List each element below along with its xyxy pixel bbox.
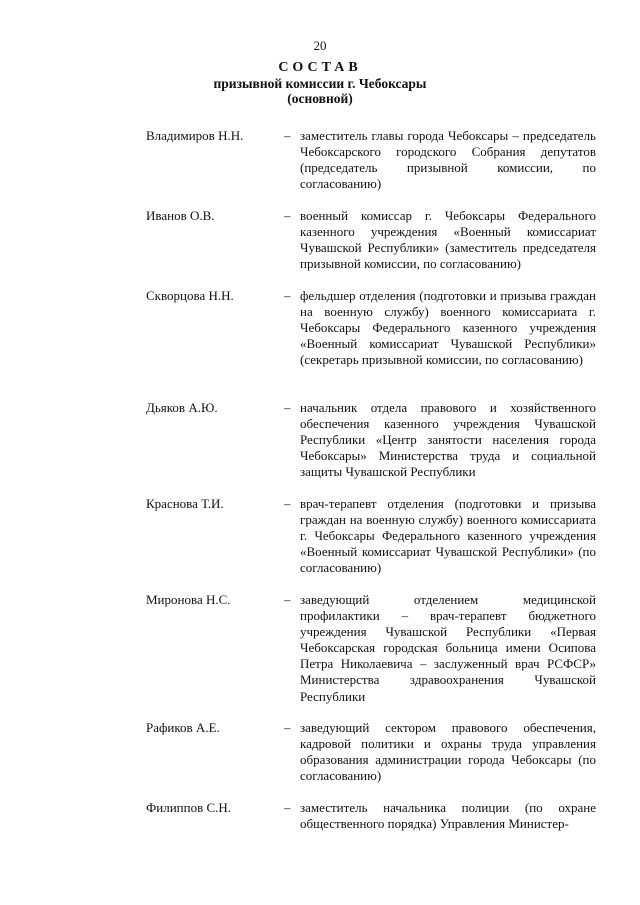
member-name: Краснова Т.И.	[146, 496, 224, 511]
member-name: Иванов О.В.	[146, 208, 215, 223]
member-dash: –	[284, 720, 291, 735]
member-dash: –	[284, 592, 291, 607]
title-main: СОСТАВ	[278, 60, 362, 75]
member-description: заместитель начальника полиции (по охране общественного порядка) Управления Министер-	[300, 800, 596, 832]
member-name: Рафиков А.Е.	[146, 720, 220, 735]
member-name: Дьяков А.Ю.	[146, 400, 218, 415]
member-description: фельдшер отделения (подготовки и призыва граждан на военную службу) военного комиссариата г. Чебоксары Федерального казенного учреждения «Военный комиссариат Чувашской Республики» (секретарь призывной комиссии, по согласованию)	[300, 288, 596, 368]
member-dash: –	[284, 208, 291, 223]
member-description: заведующий сектором правового обеспечения, кадровой политики и охраны труда управления образования администрации города Чебоксары (по согласованию)	[300, 720, 596, 784]
document-title	[0, 60, 640, 107]
member-description: начальник отдела правового и хозяйственного обеспечения казенного учреждения Чувашской Республики «Центр занятости населения города Чебоксары» Министерства труда и социальной защиты Чувашской Республики	[300, 400, 596, 480]
member-description: военный комиссар г. Чебоксары Федерального казенного учреждения «Военный комиссариат Чувашской Республики» (заместитель председателя призывной комиссии, по согласованию)	[300, 208, 596, 272]
title-subtitle: призывной комиссии г. Чебоксары	[213, 75, 427, 91]
member-dash: –	[284, 288, 291, 303]
page-number: 20	[313, 38, 327, 53]
title-qualifier: (основной)	[287, 91, 353, 106]
member-description: заместитель главы города Чебоксары – председатель Чебоксарского городского Собрания депутатов (председатель призывной комиссии, по согласованию)	[300, 128, 596, 192]
member-dash: –	[284, 128, 291, 143]
member-dash: –	[284, 800, 291, 815]
member-name: Владимиров Н.Н.	[146, 128, 244, 143]
member-description: врач-терапевт отделения (подготовки и призыва граждан на военную службу) военного комиссариата г. Чебоксары Федерального казенного учреждения «Военный комиссариат Чувашской Республики» (по согласованию)	[300, 496, 596, 576]
member-dash: –	[284, 400, 291, 415]
member-description: заведующий отделением медицинской профилактики – врач-терапевт бюджетного учреждения Чувашской Республики «Первая Чебоксарская городская больница имени Осипова Петра Николаевича – заслуженный врач РСФСР» Министерства здравоохранения Чувашской Республики	[300, 592, 596, 704]
member-name: Скворцова Н.Н.	[146, 288, 234, 303]
member-name: Миронова Н.С.	[146, 592, 231, 607]
member-dash: –	[284, 496, 291, 511]
member-name: Филиппов С.Н.	[146, 800, 232, 815]
